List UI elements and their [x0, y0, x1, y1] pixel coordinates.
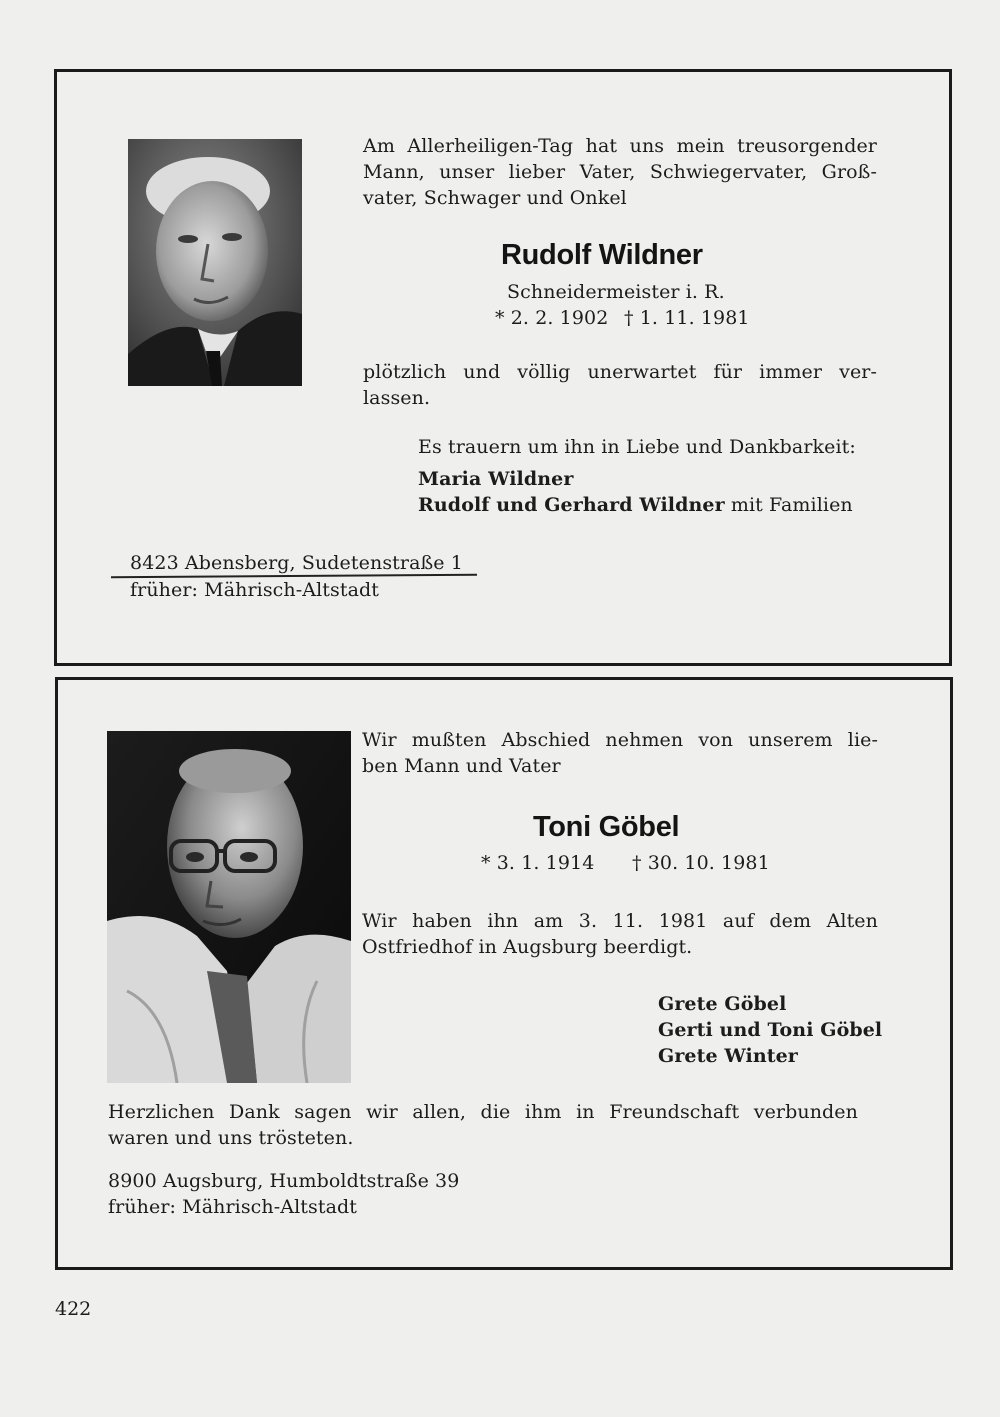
mourner-family-line: [418, 492, 853, 518]
thanks-line-2: waren und uns trösteten.: [108, 1127, 354, 1149]
deceased-name: Toni Göbel: [533, 811, 680, 843]
mourner-family-names: Rudolf und Gerhard Wildner: [418, 494, 725, 516]
mourner-name: Maria Wildner: [418, 468, 574, 490]
former-residence: früher: Mährisch-Altstadt: [108, 1196, 358, 1218]
closing-line-2: lassen.: [363, 387, 431, 409]
address: 8900 Augsburg, Humboldtstraße 39: [108, 1170, 460, 1192]
burial-line-1: Wir haben ihn am 3. 11. 1981 auf dem Alten: [362, 910, 878, 932]
obituary-notice-wildner: [54, 69, 952, 666]
mourner-name: Gerti und Toni Göbel: [658, 1019, 883, 1041]
death-date: † 1. 11. 1981: [624, 307, 750, 329]
intro-line-1: Wir mußten Abschied nehmen von unserem lie-: [362, 729, 878, 751]
intro-line-1: Am Allerheiligen-Tag hat uns mein treusorgender: [363, 135, 877, 157]
mourner-name: Grete Winter: [658, 1045, 798, 1067]
burial-line-2: Ostfriedhof in Augsburg beerdigt.: [362, 936, 693, 958]
mourner-name: Grete Göbel: [658, 993, 787, 1015]
closing-line-1: plötzlich und völlig unerwartet für immer ver-: [363, 361, 877, 383]
portrait-photo-toni-goebel: [107, 731, 351, 1083]
thanks-line-1: Herzlichen Dank sagen wir allen, die ihm in Freundschaft verbunden: [108, 1101, 858, 1123]
birth-date: * 2. 2. 1902: [495, 307, 609, 329]
intro-line-3: vater, Schwager und Onkel: [363, 187, 627, 209]
intro-line-2: ben Mann und Vater: [362, 755, 561, 777]
portrait-photo-rudolf-wildner: [128, 139, 302, 386]
mourner-family-suffix: mit Familien: [730, 494, 853, 516]
intro-line-2: Mann, unser lieber Vater, Schwiegervater, Groß-: [363, 161, 877, 183]
deceased-name: Rudolf Wildner: [501, 239, 703, 271]
address: 8423 Abensberg, Sudetenstraße 1: [130, 552, 463, 574]
obituary-notice-goebel: [55, 677, 953, 1270]
deceased-title: Schneidermeister i. R.: [507, 281, 725, 303]
page-number: 422: [55, 1298, 92, 1320]
death-date: † 30. 10. 1981: [632, 852, 770, 874]
birth-date: * 3. 1. 1914: [481, 852, 595, 874]
mourners-intro: Es trauern um ihn in Liebe und Dankbarkeit:: [418, 436, 856, 458]
former-residence: früher: Mährisch-Altstadt: [130, 579, 380, 601]
